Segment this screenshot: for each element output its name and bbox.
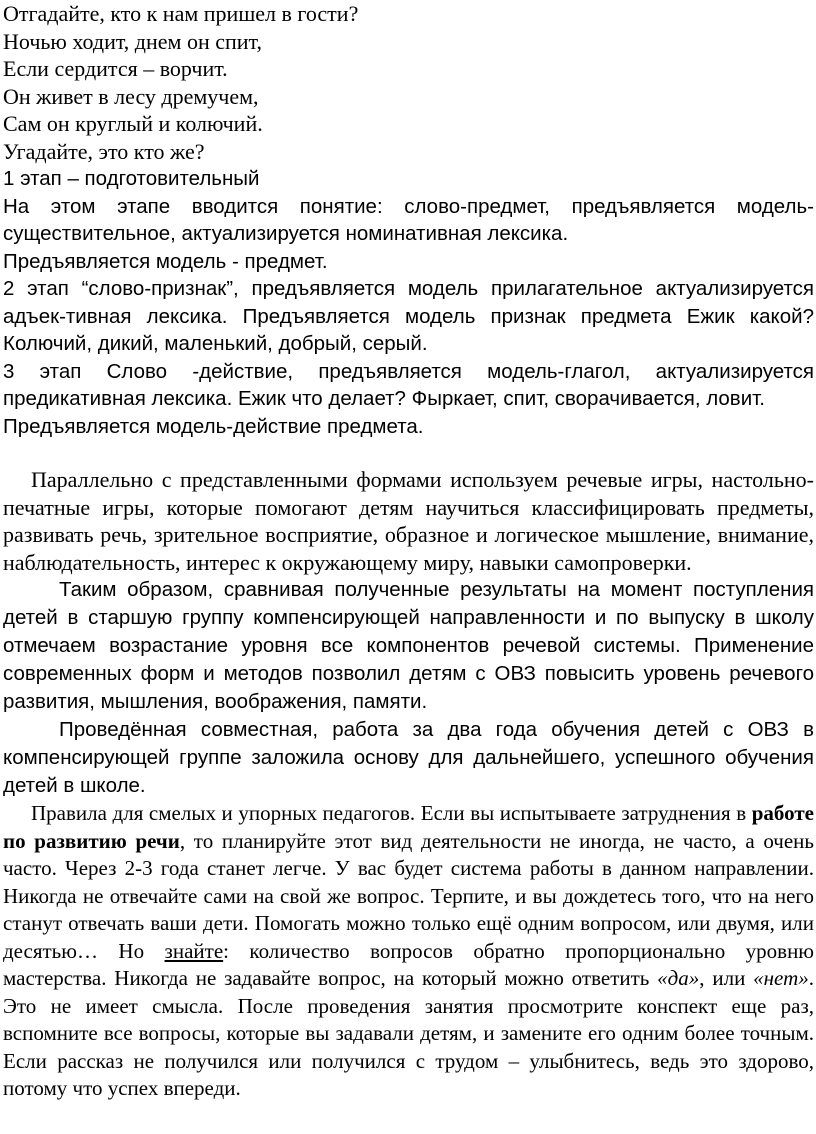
riddle (3, 0, 814, 165)
riddle-line: Он живет в лесу дремучем, (3, 83, 259, 109)
riddle-line: Угадайте, это кто же? (3, 138, 205, 164)
stage3-model: Предъявляется модель-действие предмета. (3, 414, 424, 438)
paragraph-work: Проведённая совместная, работа за два года обучения детей с ОВЗ в компенсирующей группе заложила основу для дальнейшего, успешного обучения детей в школе. (3, 718, 814, 797)
riddle-line: Если сердится – ворчит. (3, 56, 228, 81)
rules-bold-text: работе по развитию речи (3, 801, 814, 853)
riddle-line: Ночью ходит, днем он спит, (3, 28, 263, 54)
paragraph-rules (3, 800, 814, 1103)
paragraph-conclusion: Таким образом, сравнивая полученные результаты на момент поступления детей в старшую группу компенсирующей направленности и по выпуску в школу отмечаем возрастание уровня все компонентов речевой системы. Применение современных форм и методов позволил детям с ОВЗ повысить уровень речевого развития, мышления, воображения, памяти. (3, 578, 814, 713)
rules-text: . Это не имеет смысла. После проведения занятия просмотрите конспект еще раз, вспомните все вопросы, которые вы задавали детям, и замените его одним более точным. Если рассказ не получился или получился с трудом – улыбнитесь, ведь это здорово, потому что успех впереди. (3, 966, 814, 1100)
riddle-line: Отгадайте, кто к нам пришел в гости? (3, 1, 359, 26)
rules-text: , то планируйте этот вид деятельности не иногда, не часто, а очень часто. Через 2-3 года станет легче. У вас будет система работы в данном направлении. Никогда не отвечайте сами на свой же вопрос. Терпите, и вы дождетесь того, что на него станут отвечать ваши дети. Помогать можно только ещё одним вопросом, или двумя, или десятью… Но (3, 828, 814, 963)
rules-italic-no: «нет» (753, 966, 809, 990)
blank-line (3, 440, 814, 466)
stage2-text: 2 этап “слово-признак”, предъявляется модель прилагательное актуализируется адъек-тивная лексика. Предъявляется модель признак предмета Ежик какой? Колючий, дикий, маленький, добрый, серый. (3, 277, 814, 355)
paragraph-parallel: Параллельно с представленными формами используем речевые игры, настольно-печатные игры, которые помогают детям научиться классифицировать предметы, развивать речь, зрительное восприятие, образное и логическое мышление, внимание, наблюдательность, интерес к окружающему миру, навыки самопроверки. (3, 467, 814, 575)
rules-underlined-text: знайте (164, 938, 224, 963)
stage1-model: Предъявляется модель - предмет. (3, 249, 328, 273)
rules-text: Правила для смелых и упорных педагогов. Если вы испытываете затруднения в (31, 801, 752, 825)
rules-italic-yes: «да» (657, 966, 700, 990)
stage3-text: 3 этап Слово -действие, предъявляется модель-глагол, актуализируется предикативная лексика. Ежик что делает? Фыркает, спит, сворачивается, ловит. (3, 359, 814, 410)
stage1-heading: 1 этап – подготовительный (3, 167, 260, 190)
stage1-text: На этом этапе вводится понятие: слово-предмет, предъявляется модель-существительное, актуализируется номинативная лексика. (3, 194, 814, 245)
riddle-line: Сам он круглый и колючий. (3, 111, 263, 136)
rules-text: : количество вопросов обратно пропорционально уровню мастерства. Никогда не задавайте вопрос, на который можно ответить (3, 938, 814, 990)
rules-text: , или (699, 966, 754, 990)
